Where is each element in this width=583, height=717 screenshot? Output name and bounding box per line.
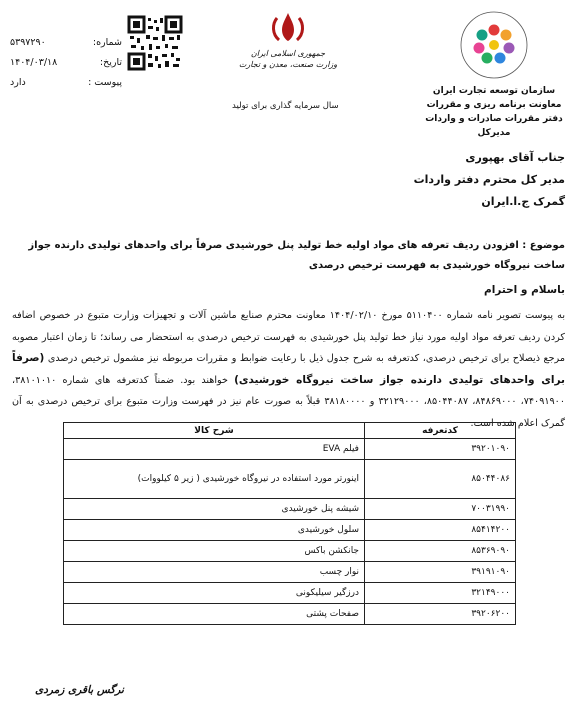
- table-row: [64, 499, 516, 520]
- row-desc: نوار چسب: [64, 562, 365, 583]
- organization-header: [419, 8, 569, 140]
- table-row: [64, 604, 516, 625]
- header-description: شرح کالا: [64, 423, 365, 439]
- row-code: ۳۹۲۰۱۰۹۰: [365, 439, 516, 460]
- addressee-org: گمرک ج.ا.ایران: [481, 195, 565, 208]
- meta-attachment: پیوست : دارد: [10, 77, 122, 88]
- table-row: [64, 583, 516, 604]
- row-desc: جانکشن باکس: [64, 541, 365, 562]
- body-part-2: خواهند بود. ضمناً کدتعرفه های شماره ۳۸۱۰۱۰۱۰، ۷۴۰۹۱۹۰۰، ۸۴۸۶۹۰۰۰، ۸۵۰۴۴۰۸۷، ۳۲۱۲۹۰۰۰ و ۳۸۱۸۰۰۰۰ قبلاً به صورت عام نیز در فهرست وزارت متبوع برای ترخیص درصدی به آن گمرک اعلام شده است.: [12, 374, 565, 429]
- org-line-2: معاونت برنامه ریزی و مقررات: [426, 100, 562, 110]
- org-line-3: دفتر مقررات صادرات و واردات: [425, 114, 563, 124]
- subject-label: موضوع :: [522, 240, 565, 251]
- row-code: ۸۵۳۶۹۰۹۰: [365, 541, 516, 562]
- row-desc: سلول خورشیدی: [64, 520, 365, 541]
- subject-line: [18, 236, 565, 276]
- emblem-line-2: وزارت صنعت، معدن و تجارت: [238, 60, 338, 69]
- row-desc: درزگیر سیلیکونی: [64, 583, 365, 604]
- row-desc: فیلم EVA: [64, 439, 365, 460]
- row-code: ۸۵۴۱۴۲۰۰: [365, 520, 516, 541]
- addressee-title: مدیر کل محترم دفتر واردات: [413, 173, 565, 186]
- meta-number: شماره: ۵۳۹۷۲۹۰: [10, 37, 122, 48]
- letter-meta: [10, 33, 122, 93]
- table-row: [64, 562, 516, 583]
- table-header-row: [64, 423, 516, 439]
- row-code: ۸۵۰۴۴۰۸۶: [365, 460, 516, 499]
- ministry-emblem: [228, 10, 348, 70]
- header-tariff-code: کدتعرفه: [365, 423, 516, 439]
- letter-body: [12, 305, 565, 435]
- row-code: ۷۰۰۳۱۹۹۰: [365, 499, 516, 520]
- table-row: [64, 439, 516, 460]
- tariff-table: [63, 422, 516, 625]
- emblem-line-1: جمهوری اسلامی ایران: [250, 49, 326, 58]
- qr-code-icon: [127, 15, 183, 71]
- table-row: [64, 460, 516, 499]
- iran-emblem-icon: [268, 10, 308, 44]
- meta-date: تاریخ: ۱۴۰۴/۰۳/۱۸: [10, 57, 122, 68]
- row-code: ۳۲۱۴۹۰۰۰: [365, 583, 516, 604]
- addressee: [414, 147, 565, 213]
- subject-text: افزودن ردیف تعرفه های مواد اولیه خط تولید پنل خورشیدی صرفاً برای واحدهای تولیدی دارنده جواز ساخت نیروگاه خورشیدی به فهرست ترخیص درصدی: [28, 240, 565, 271]
- tpo-logo-icon: [457, 8, 531, 82]
- greeting: باسلام و احترام: [484, 284, 565, 296]
- row-code: ۳۹۲۰۶۲۰۰: [365, 604, 516, 625]
- signature-name: نرگس باقری زمردی: [35, 684, 124, 696]
- addressee-name: جناب آقای بهپوری: [465, 151, 565, 164]
- year-motto: سال سرمایه گذاری برای تولید: [232, 101, 339, 111]
- row-desc: اینورتر مورد استفاده در نیروگاه خورشیدی ( زیر ۵ کیلووات): [64, 460, 365, 499]
- row-code: ۳۹۱۹۱۰۹۰: [365, 562, 516, 583]
- body-bold-clause: (صرفاً برای واحدهای تولیدی دارنده جواز ساخت نیروگاه خورشیدی): [12, 352, 565, 386]
- org-line-1: سازمان توسعه تجارت ایران: [432, 86, 556, 96]
- row-desc: شیشه پنل خورشیدی: [64, 499, 365, 520]
- body-part-1: به پیوست تصویر نامه شماره ۵۱۱۰۴۰۰ مورخ ۱۴۰۴/۰۲/۱۰ معاونت محترم صنایع ماشین آلات و تجهیزات وزارت متبوع در خصوص اضافه کردن ردیف تعرفه مواد اولیه مورد نیاز خط تولید پنل خورشیدی به فهرست ترخیص درصدی به استحضار می رساند؛ تا زمان اعتبار مصوبه مرجع ذیصلاح برای ترخیص درصدی، کدتعرفه به شرح جدول ذیل با رعایت ضوابط و مقررات مربوطه نیز مشمول ترخیص درصدی: [12, 310, 565, 365]
- row-desc: صفحات پشتی: [64, 604, 365, 625]
- table-row: [64, 541, 516, 562]
- org-line-4: مدیرکل: [477, 128, 511, 138]
- table-row: [64, 520, 516, 541]
